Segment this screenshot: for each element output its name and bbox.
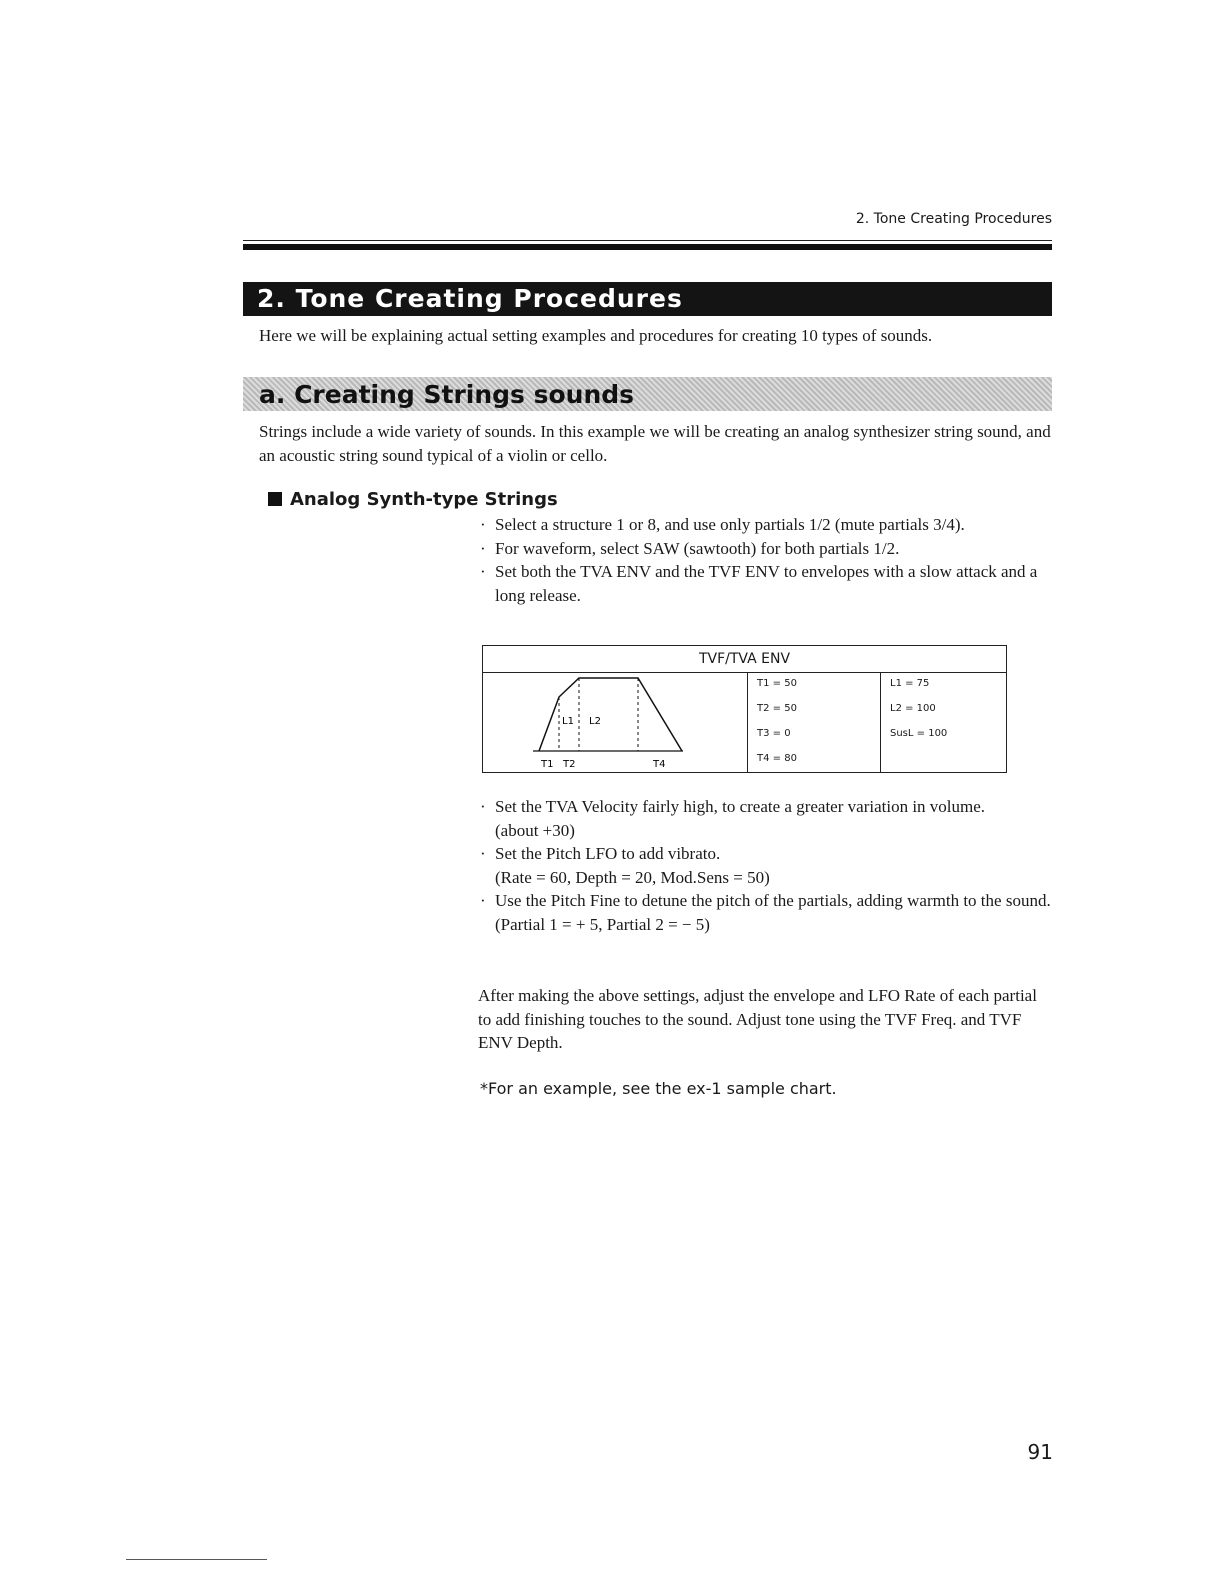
- bullet-list-bottom: [478, 795, 1052, 936]
- envelope-table-title: TVF/TVA ENV: [483, 646, 1006, 673]
- envelope-graph-icon: [483, 673, 745, 772]
- diagram-label-t1: T1: [541, 759, 554, 770]
- list-item: · For waveform, select SAW (sawtooth) for both partials 1/2.: [480, 538, 900, 558]
- section-title: 2. Tone Creating Procedures: [243, 282, 1052, 316]
- level-value: L1 = 75: [890, 678, 930, 689]
- diagram-label-t4: T4: [653, 759, 666, 770]
- header-rule-thin: [243, 240, 1052, 241]
- page-number: 91: [1027, 1440, 1053, 1464]
- time-value: T1 = 50: [757, 678, 797, 689]
- level-value: L2 = 100: [890, 703, 936, 714]
- diagram-label-t2: T2: [563, 759, 576, 770]
- subsection-intro: Strings include a wide variety of sounds. In this example we will be creating an analog synthesizer string sound, and an acoustic string sound typical of a violin or cello.: [259, 422, 1051, 465]
- level-value: SusL = 100: [890, 728, 948, 739]
- sample-chart-note: *For an example, see the ex-1 sample chart.: [480, 1079, 837, 1098]
- time-value: T4 = 80: [757, 753, 797, 764]
- footer-rule: [126, 1559, 267, 1560]
- time-value: T3 = 0: [757, 728, 791, 739]
- analog-heading: [268, 489, 558, 510]
- running-header: 2. Tone Creating Procedures: [855, 211, 1052, 227]
- envelope-table: [482, 645, 1007, 773]
- diagram-label-l1: L1: [562, 716, 574, 727]
- list-item: · Set the TVA Velocity fairly high, to create a greater variation in volume. (about +30): [480, 797, 986, 840]
- list-item: · Set both the TVA ENV and the TVF ENV to envelopes with a slow attack and a long release.: [480, 562, 1038, 605]
- list-item: · Use the Pitch Fine to detune the pitch of the partials, adding warmth to the sound. (Partial 1 = + 5, Partial 2 = − 5): [480, 891, 1051, 934]
- analog-heading-text: Analog Synth-type Strings: [290, 489, 558, 510]
- envelope-level-values: [881, 673, 1006, 772]
- list-item: · Set the Pitch LFO to add vibrato. (Rate = 60, Depth = 20, Mod.Sens = 50): [480, 844, 770, 887]
- list-item: · Select a structure 1 or 8, and use only partials 1/2 (mute partials 3/4).: [480, 515, 965, 534]
- time-value: T2 = 50: [757, 703, 797, 714]
- diagram-label-l2: L2: [589, 716, 601, 727]
- envelope-time-values: [748, 673, 881, 772]
- envelope-diagram: [483, 673, 748, 772]
- after-paragraph: After making the above settings, adjust the envelope and LFO Rate of each partial to add finishing touches to the sound. Adjust tone using the TVF Freq. and TVF ENV Depth.: [478, 986, 1037, 1052]
- bullet-list-top: [478, 513, 1052, 607]
- square-bullet-icon: [268, 492, 282, 506]
- header-rule-thick: [243, 244, 1052, 250]
- subsection-title: a. Creating Strings sounds: [243, 377, 1052, 411]
- section-intro: Here we will be explaining actual setting examples and procedures for creating 10 types of sounds.: [259, 326, 933, 345]
